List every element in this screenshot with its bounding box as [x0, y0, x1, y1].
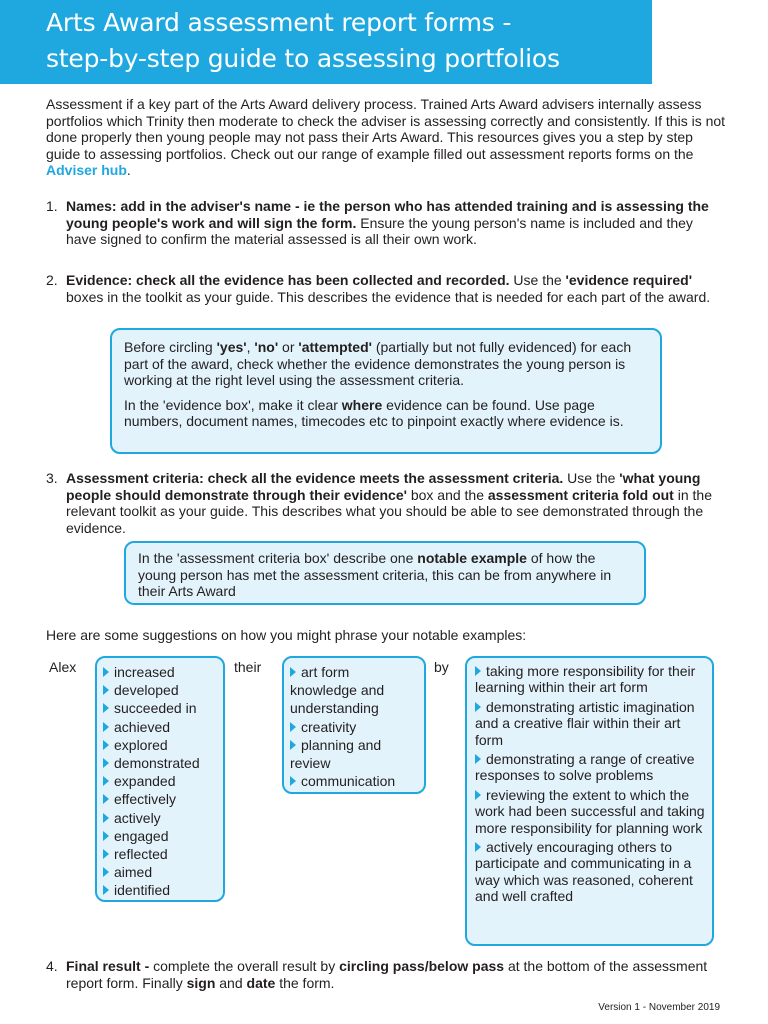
verb-item-text: explored: [114, 736, 168, 753]
where-term: where: [341, 396, 383, 413]
step-4-number: 4.: [46, 958, 58, 974]
intro-end: .: [126, 162, 131, 178]
means-item: [475, 699, 706, 748]
step-4: [46, 958, 726, 991]
step-3-number: 3.: [46, 470, 58, 486]
bullet-arrow-icon: [103, 703, 109, 713]
assessment-criteria-fold-out-term: assessment criteria fold out: [487, 486, 674, 503]
means-item-text: demonstrating artistic imagination and a creative flair within their art form: [475, 698, 695, 748]
sign-term: sign: [186, 974, 216, 991]
verb-item-text: developed: [114, 682, 179, 699]
bullet-arrow-icon: [103, 776, 109, 786]
bullet-arrow-icon: [103, 758, 109, 768]
bullet-arrow-icon: [290, 740, 296, 750]
bullet-arrow-icon: [475, 790, 482, 800]
area-item-text: communication: [301, 773, 396, 790]
verbs-list: [95, 656, 225, 902]
step-2-text-a: Use the: [509, 272, 566, 288]
verb-item: [103, 681, 223, 699]
area-item-continuation: review: [290, 755, 331, 772]
bullet-arrow-icon: [103, 885, 109, 895]
assessment-criteria-tip-box: [124, 541, 646, 605]
verb-item-text: identified: [114, 882, 171, 899]
verb-item: [103, 718, 223, 736]
verb-item: [103, 863, 223, 881]
area-item: [290, 736, 424, 754]
step-3-text-b: box and the: [406, 486, 488, 503]
means-item: [475, 839, 706, 905]
suggestions-intro-text: Here are some suggestions on how you might phrase your notable examples:: [46, 627, 527, 643]
step-3-heading: Assessment criteria: check all the evidence meets the assessment criteria.: [66, 470, 564, 486]
tip-text: or: [278, 339, 299, 355]
yes-term: 'yes': [216, 339, 247, 355]
verb-item: [103, 845, 223, 863]
means-item: [475, 751, 706, 784]
area-item-text: creativity: [301, 718, 357, 735]
means-item-text: actively encouraging others to participate and communicating in a way which was reasoned, coherent and well crafted: [475, 839, 693, 905]
area-item-text: art form: [301, 664, 350, 680]
step-2-heading: Evidence: check all the evidence has been collected and recorded.: [66, 272, 510, 288]
verb-item-text: demonstrated: [114, 755, 200, 772]
tip-text: ,: [246, 339, 255, 355]
area-item: [290, 718, 424, 736]
verb-item: [103, 881, 223, 899]
intro-paragraph: [46, 96, 726, 179]
means-item: [475, 787, 706, 836]
verb-item: [103, 790, 223, 808]
verb-item-text: aimed: [114, 864, 153, 881]
bullet-arrow-icon: [103, 831, 109, 841]
step-4-text-a: complete the overall result by: [149, 958, 340, 974]
date-term: date: [246, 974, 276, 991]
step-1-heading: Names: add in the adviser's name - ie the person who has attended training and is assessing the young people's work and will sign the form.: [66, 198, 709, 231]
bullet-arrow-icon: [475, 842, 482, 852]
verb-item: [103, 827, 223, 845]
verb-item: [103, 736, 223, 754]
area-item-continuation: knowledge and: [290, 682, 385, 699]
step-2-number: 2.: [46, 272, 58, 288]
bullet-arrow-icon: [103, 813, 109, 823]
verb-item-text: engaged: [114, 827, 169, 844]
tip-text: (partially but not fully evidenced) for each part of the award, check whether the evidence demonstrates the young person is working at the right level using the assessment criteria.: [124, 339, 632, 388]
page-title-line-2: step-by-step guide to assessing portfolios: [46, 44, 560, 73]
area-item: [290, 663, 424, 681]
by-word: by: [434, 659, 449, 675]
bullet-arrow-icon: [103, 667, 109, 677]
bullet-arrow-icon: [475, 754, 482, 764]
verb-item: [103, 809, 223, 827]
verb-item: [103, 754, 223, 772]
bullet-arrow-icon: [290, 722, 296, 732]
step-3-text-c: in the relevant toolkit as your guide. This describes what you should be able to see demonstrated through the evidence.: [66, 486, 712, 536]
means-item-text: demonstrating a range of creative responses to solve problems: [475, 751, 695, 784]
step-4-text-b: at the bottom of the assessment report form. Finally: [66, 958, 708, 991]
verb-item-text: succeeded in: [114, 700, 197, 717]
bullet-arrow-icon: [103, 722, 109, 732]
step-1: [46, 198, 726, 248]
step-4-text-c: and: [215, 974, 247, 991]
means-item-text: reviewing the extent to which the work had been successful and taking more responsibility for planning work: [475, 786, 705, 836]
bullet-arrow-icon: [103, 740, 109, 750]
step-1-number: 1.: [46, 198, 58, 214]
tip-text: evidence can be found. Use page numbers, document names, timecodes etc to pinpoint exactly where evidence is.: [124, 396, 624, 429]
areas-list: [282, 656, 426, 794]
step-1-text: Ensure the young person's name is included and they have signed to confirm the material assessed is all their own work.: [66, 214, 693, 247]
tip-text: Before circling: [124, 339, 217, 355]
page-title-line-1: Arts Award assessment report forms -: [46, 8, 512, 37]
tip-text: In the 'evidence box', make it clear: [124, 396, 342, 413]
verb-item-text: reflected: [114, 846, 168, 863]
verb-item-text: expanded: [114, 773, 176, 790]
page-header: [0, 0, 652, 84]
verb-item: [103, 772, 223, 790]
step-2-text-b: boxes in the toolkit as your guide. This describes the evidence that is needed for each part of the award.: [66, 288, 711, 305]
bullet-arrow-icon: [103, 794, 109, 804]
evidence-tip-box: [110, 328, 662, 454]
bullet-arrow-icon: [475, 666, 482, 676]
means-list: [465, 656, 714, 946]
bullet-arrow-icon: [103, 685, 109, 695]
tip-text: In the 'assessment criteria box' describe one: [138, 550, 418, 566]
means-item-text: taking more responsibility for their learning within their art form: [475, 663, 696, 696]
adviser-hub-link[interactable]: Adviser hub: [46, 162, 127, 178]
step-4-text-d: the form.: [275, 974, 335, 991]
area-item-text: planning and: [301, 736, 382, 753]
evidence-tip-paragraph-2: [124, 397, 648, 430]
means-item: [475, 663, 706, 696]
verb-item-text: achieved: [114, 718, 171, 735]
subject-word: Alex: [49, 659, 77, 675]
no-term: 'no': [254, 339, 279, 355]
area-item-continuation: understanding: [290, 700, 379, 717]
suggestions-intro: [46, 627, 726, 644]
circling-term: circling pass/below pass: [339, 958, 505, 974]
attempted-term: 'attempted': [298, 339, 372, 355]
verb-item-text: effectively: [114, 791, 176, 808]
bullet-arrow-icon: [103, 849, 109, 859]
what-young-people-term: 'what young people should demonstrate through their evidence': [66, 470, 701, 503]
verb-item-text: increased: [114, 664, 175, 680]
bullet-arrow-icon: [290, 667, 296, 677]
tip-text: of how the young person has met the assessment criteria, this can be from anywhere in their Arts Award: [138, 550, 612, 599]
step-3-text-a: Use the: [563, 470, 620, 486]
area-item: [290, 772, 424, 790]
possessive-word: their: [234, 659, 262, 675]
bullet-arrow-icon: [103, 867, 109, 877]
verb-item-text: actively: [114, 809, 161, 826]
notable-example-term: notable example: [417, 550, 527, 566]
step-2: [46, 272, 726, 305]
bullet-arrow-icon: [290, 776, 296, 786]
verb-item: [103, 699, 223, 717]
step-4-heading: Final result -: [66, 958, 150, 974]
version-footer: Version 1 - November 2019: [598, 1002, 720, 1013]
verb-item: [103, 663, 223, 681]
evidence-tip-paragraph-1: [124, 339, 648, 389]
bullet-arrow-icon: [475, 702, 482, 712]
evidence-required-term: 'evidence required': [565, 272, 693, 288]
intro-text: Assessment if a key part of the Arts Award delivery process. Trained Arts Award advisers internally assess portfolios which Trinity then moderate to check the adviser is assessing correctly and consistently. If this is not done properly then young people may not pass their Arts Award. This resources gives you a step by step guide to assessing portfolios. Check out our range of example filled out assessment reports forms on the: [46, 96, 726, 162]
step-3: [46, 470, 726, 536]
